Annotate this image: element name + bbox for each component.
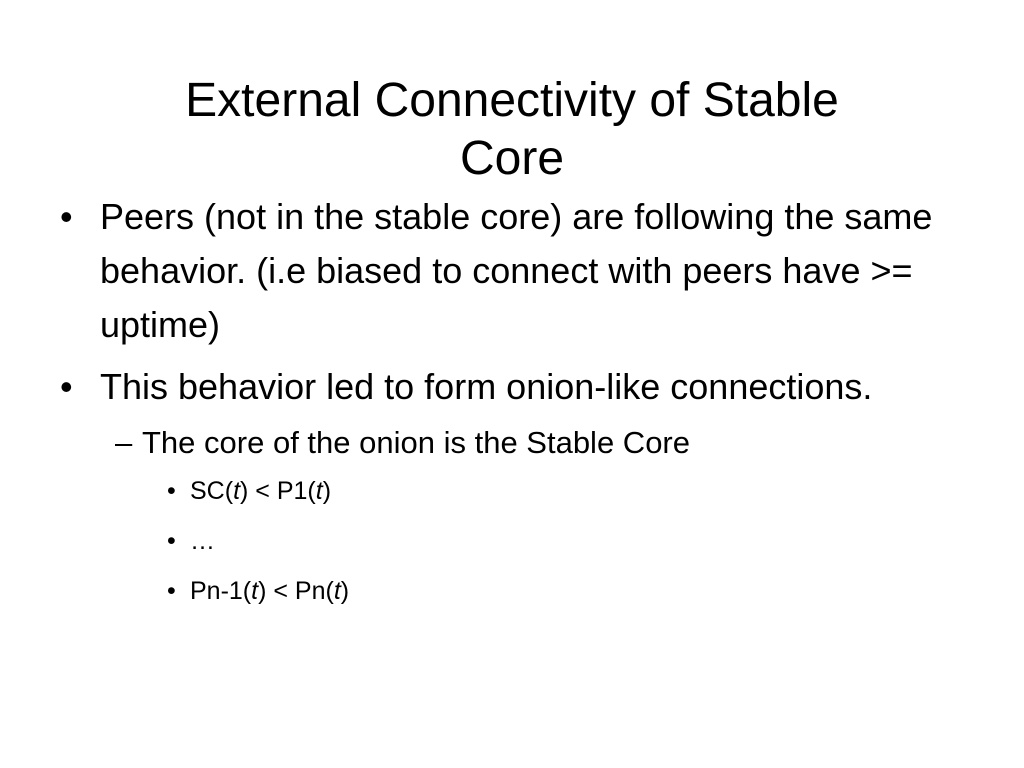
formula-part: ) < P1(	[240, 477, 316, 505]
bullet-item-1	[60, 190, 980, 352]
formula-part: ) < Pn(	[258, 577, 334, 605]
sub-bullet-item	[60, 422, 980, 464]
sub-sub-bullet-item-1	[60, 474, 980, 508]
formula-text	[190, 477, 331, 505]
bullet-marker: •	[60, 366, 73, 407]
bullet-marker: •	[167, 527, 176, 555]
formula-part: )	[340, 577, 350, 605]
bullet-list	[60, 190, 980, 624]
slide-title	[0, 72, 1024, 188]
formula-text	[190, 577, 349, 605]
formula-variable: t	[315, 477, 323, 505]
formula-variable: t	[251, 577, 259, 605]
bullet-item-2	[60, 360, 980, 414]
bullet-marker: •	[167, 477, 176, 505]
slide-title-line-2: Core	[459, 132, 565, 185]
formula-part: SC(	[190, 477, 234, 505]
formula-part: Pn-1(	[190, 577, 252, 605]
bullet-marker: •	[167, 577, 176, 605]
bullet-text: This behavior led to form onion-like connections.	[100, 366, 873, 407]
sub-sub-bullet-item-2	[60, 524, 980, 558]
bullet-marker: •	[60, 196, 73, 237]
sub-sub-bullet-item-3	[60, 574, 980, 608]
bullet-text: Peers (not in the stable core) are following the same behavior. (i.e biased to connect with peers have >= uptime)	[100, 196, 933, 345]
formula-part: )	[322, 477, 332, 505]
sub-bullet-text: The core of the onion is the Stable Core	[142, 425, 690, 460]
slide-title-line-1: External Connectivity of Stable	[185, 74, 839, 127]
formula-variable: t	[333, 577, 341, 605]
formula-variable: t	[233, 477, 241, 505]
ellipsis-text: …	[190, 527, 215, 555]
dash-marker: –	[115, 425, 133, 460]
